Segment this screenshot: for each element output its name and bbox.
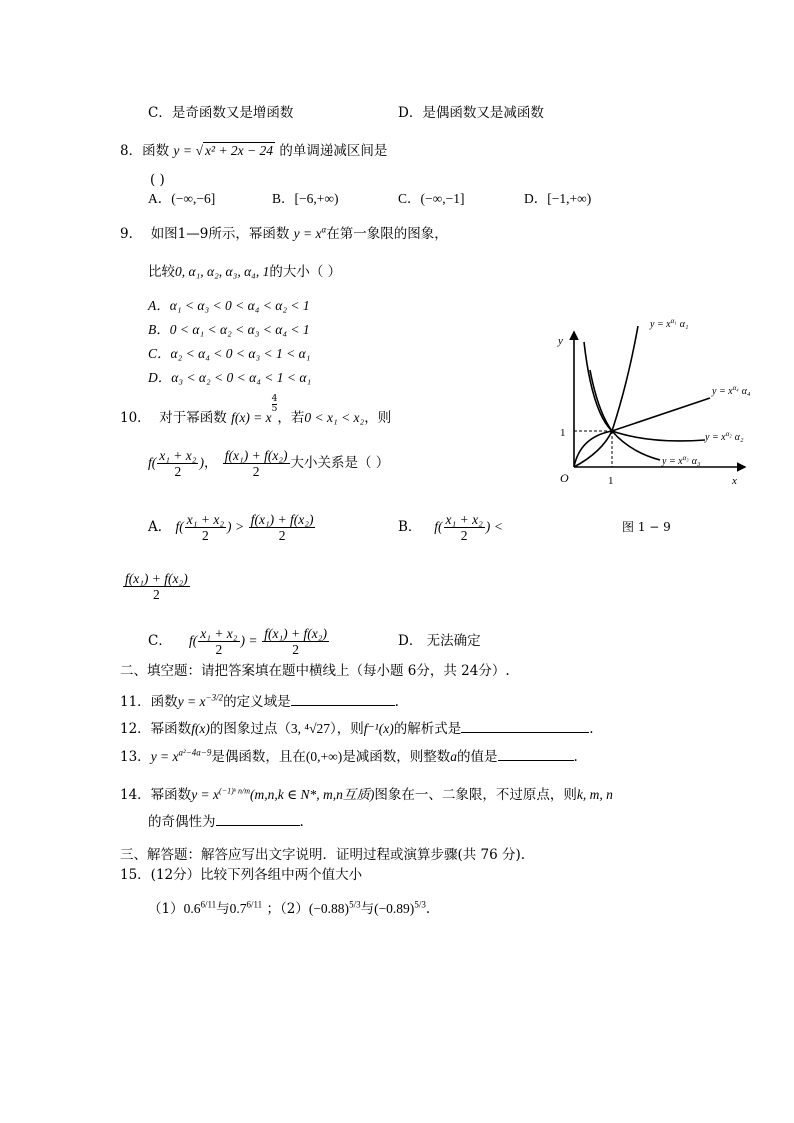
q11-exp: −3/2 <box>205 692 224 703</box>
q15-p1-b: 0.7 <box>229 901 247 916</box>
q14-func: y = x <box>191 787 220 802</box>
f-open: f( <box>189 633 198 648</box>
y-axis-label: y <box>558 335 563 347</box>
q10-option-c <box>148 624 330 658</box>
q10-option-d: D． 无法确定 <box>398 633 481 649</box>
q8-y: y <box>173 143 180 158</box>
q10-cond: 0 < x₁ < x₂ <box>304 410 365 425</box>
q9-option-c: C．α₂ < α₄ < 0 < α₃ < 1 < α₁ <box>148 346 311 361</box>
q11-end: . <box>394 694 399 710</box>
q14-end: . <box>299 814 304 830</box>
lt-sign: < <box>494 519 503 534</box>
curve-alpha4 <box>574 398 710 467</box>
section2-title: 二、填空题：请把答案填在题中横线上（每小题 6分，共 24分）. <box>120 663 510 679</box>
q10-func: f(x) = x <box>231 410 272 425</box>
q13-exp: a²−4a−9 <box>178 747 212 758</box>
q8-stem <box>120 142 387 160</box>
opt-c-frac1: $\frac{\text{x₁ + x₂}}{2}$ <box>200 626 238 657</box>
power-function-graph <box>540 312 770 492</box>
q15-p1-label: （1） <box>148 901 184 917</box>
q9-compare-text: 比较 <box>148 264 175 280</box>
q10-frac-avg: $\frac{\text{f(x₁) + f(x₂)}}{2}$ <box>224 448 288 479</box>
q7-option-c: C．是奇函数又是增函数 <box>148 105 294 121</box>
q15-head: 15．(12分）比较下列各组中两个值大小 <box>120 867 363 883</box>
label-curve-2: $y = x^{\alpha_4}$ α₄ <box>712 384 751 397</box>
q8-option-c: C．(−∞,−1] <box>398 191 465 206</box>
q14-cond: (m,n,k ∈ N*, m,n互质) <box>250 787 375 802</box>
q9-stem-a: 如图1—9所示，幂函数 <box>150 226 290 242</box>
q10-option-a <box>148 510 316 544</box>
q9-func: $y = x^\alpha$ <box>293 224 327 241</box>
q12-text-b: 的图象过点（ <box>209 721 291 737</box>
q12-end: . <box>589 721 594 737</box>
q8-post: 的单调递减区间是 <box>279 143 388 159</box>
f-close: ) <box>227 519 232 534</box>
x-axis-label: x <box>732 475 737 487</box>
f-open: f( <box>175 519 184 534</box>
eq-sign: = <box>249 633 257 648</box>
q10-expressions <box>148 446 389 480</box>
f-close: ) <box>485 519 491 534</box>
q11-func: y = x <box>177 694 206 709</box>
q15-p1-a: 0.6 <box>183 901 201 916</box>
q10-stem-c: ，则 <box>364 410 392 426</box>
opt-c-label: C． <box>148 633 172 649</box>
opt-c-frac2: $\frac{\text{f(x₁) + f(x₂)}}{2}$ <box>264 626 327 657</box>
q10-stem-d: 大小关系是（ ） <box>290 455 390 471</box>
q12-answer-blank[interactable] <box>461 720 589 733</box>
q8-eq: = <box>183 143 192 158</box>
q15-p2-b-exp: 5/3 <box>414 899 426 910</box>
opt-a-label: A． <box>148 519 172 535</box>
q10-stem-a: 对于幂函数 <box>159 410 227 426</box>
opt-a-frac1: $\frac{\text{x₁ + x₂}}{2}$ <box>186 512 225 543</box>
q12-text-a: 12．幂函数 <box>120 721 192 737</box>
q9-stem <box>120 225 448 243</box>
q14-exp: (−1)ᵏ n/m <box>219 786 251 796</box>
q15-p1-a-exp: 6/11 <box>200 899 217 910</box>
q12-finv: f⁻¹(x) <box>363 721 394 736</box>
q10-exponent: $\frac{4}{5}$ <box>271 394 278 414</box>
opt-a-frac2: $\frac{\text{f(x₁) + f(x₂)}}{2}$ <box>250 512 314 543</box>
curve-alpha3 <box>584 342 660 460</box>
f-close: ) <box>199 455 204 470</box>
q9-number: 9． <box>120 226 143 242</box>
q15-end: . <box>425 901 431 917</box>
q15-parts <box>148 900 430 918</box>
f-open: f( <box>148 455 157 470</box>
opt-b-frac1: $\frac{\text{x₁ + x₂}}{2}$ <box>445 512 483 543</box>
q8-option-a: A．(−∞,−6] <box>148 191 216 206</box>
q14 <box>120 786 613 804</box>
q13-text-c: 的值是 <box>457 749 498 765</box>
q13-end: . <box>573 749 578 765</box>
q9-option-d: D．α₃ < α₂ < 0 < α₄ < 1 < α₁ <box>148 370 312 385</box>
q11 <box>120 693 399 711</box>
q12-text-c: ），则 <box>330 721 364 737</box>
q10-frac-mid: $\frac{\text{x₁ + x₂}}{2}$ <box>159 448 197 479</box>
q15-p1-mid: 与 <box>216 901 230 917</box>
figure-caption: 图 1 − 9 <box>622 520 671 534</box>
q13 <box>120 748 578 766</box>
q13-interval: (0,+∞) <box>305 749 343 764</box>
q9-compare-post: 的大小（ ） <box>269 264 342 280</box>
q8-option-d: D．[−1,+∞) <box>524 191 592 206</box>
q11-text-b: 的定义域是 <box>223 694 291 710</box>
q14-line2-text: 的奇偶性为 <box>148 814 216 830</box>
f-close: ) <box>240 633 245 648</box>
gt-sign: > <box>235 519 244 534</box>
q12 <box>120 720 594 738</box>
q15-p2-mid: 与 <box>360 901 375 917</box>
label-curve-3: $y = x^{\alpha_2}$ α₂ <box>705 430 744 443</box>
q10-option-b <box>398 510 502 544</box>
q14-answer-blank[interactable] <box>216 813 300 826</box>
q15-p2-a: (−0.88) <box>308 901 350 916</box>
q13-number: 13． <box>120 749 151 765</box>
q12-text-d: 的解析式是 <box>393 721 462 737</box>
q9-option-b: B．0 < α₁ < α₂ < α₃ < α₄ < 1 <box>148 322 310 337</box>
sqrt-symbol: √ <box>195 143 204 158</box>
opt-b-frac2: $\frac{\text{f(x₁) + f(x₂)}}{2}$ <box>125 571 188 602</box>
q9-stem-b: 在第一象限的图象， <box>326 226 448 242</box>
x-tick-1: 1 <box>608 475 614 487</box>
section3-title: 三、解答题：解答应写出文字说明．证明过程或演算步骤(共 76 分). <box>120 847 526 863</box>
q9-compare <box>148 263 341 281</box>
q11-text-a: 11．函数 <box>120 694 178 710</box>
label-curve-4: $y = x^{\alpha_3}$ α₃ <box>662 454 701 467</box>
q13-var: a <box>450 749 457 764</box>
q8-pre: 函数 <box>142 143 170 159</box>
y-tick-1: 1 <box>560 427 566 439</box>
q8-paren: ( ) <box>150 172 165 188</box>
q7-option-d: D．是偶函数又是减函数 <box>398 105 544 121</box>
q8-number: 8． <box>120 143 143 159</box>
q10-stem <box>120 394 392 430</box>
q13-text-b: 是减函数，则整数 <box>342 749 451 765</box>
q14-line2 <box>148 813 304 831</box>
q15-p2-a-exp: 5/3 <box>349 899 361 910</box>
q13-text-a: 是偶函数，且在 <box>211 749 306 765</box>
q9-option-a: A．α₁ < α₃ < 0 < α₄ < α₂ < 1 <box>148 298 310 313</box>
q11-answer-blank[interactable] <box>291 693 395 706</box>
q15-p1-b-exp: 6/11 <box>246 899 263 910</box>
q15-sep: ； <box>266 901 280 917</box>
opt-b-label: B． <box>398 519 422 535</box>
q8-radicand: x² + 2x − 24 <box>205 143 274 158</box>
q10-option-b-rhs <box>122 568 191 604</box>
q14-text-b: 图象在一、二象限，不过原点，则 <box>374 787 577 803</box>
q10-stem-b: ，若 <box>277 410 305 426</box>
q12-point: 3, ⁴√27 <box>290 721 331 736</box>
q10-number: 10． <box>120 410 151 426</box>
f-open: f( <box>434 519 443 534</box>
label-curve-1: $y = x^{\alpha_1}$ α₁ <box>650 317 689 330</box>
q14-vars: k, m, n <box>576 787 613 802</box>
q13-func: y = x <box>150 749 179 764</box>
q14-text-a: 14．幂函数 <box>120 787 192 803</box>
q12-fx: f(x) <box>191 721 210 736</box>
q15-p2-label: （2） <box>279 901 309 917</box>
origin-label: O <box>560 471 569 485</box>
q13-answer-blank[interactable] <box>498 748 574 761</box>
q9-compare-set: 0, α₁, α₂, α₃, α₄, 1 <box>175 264 270 279</box>
comma: ， <box>203 455 218 471</box>
q15-p2-b: (−0.89) <box>374 901 415 916</box>
q8-option-b: B．[−6,+∞) <box>272 191 339 206</box>
